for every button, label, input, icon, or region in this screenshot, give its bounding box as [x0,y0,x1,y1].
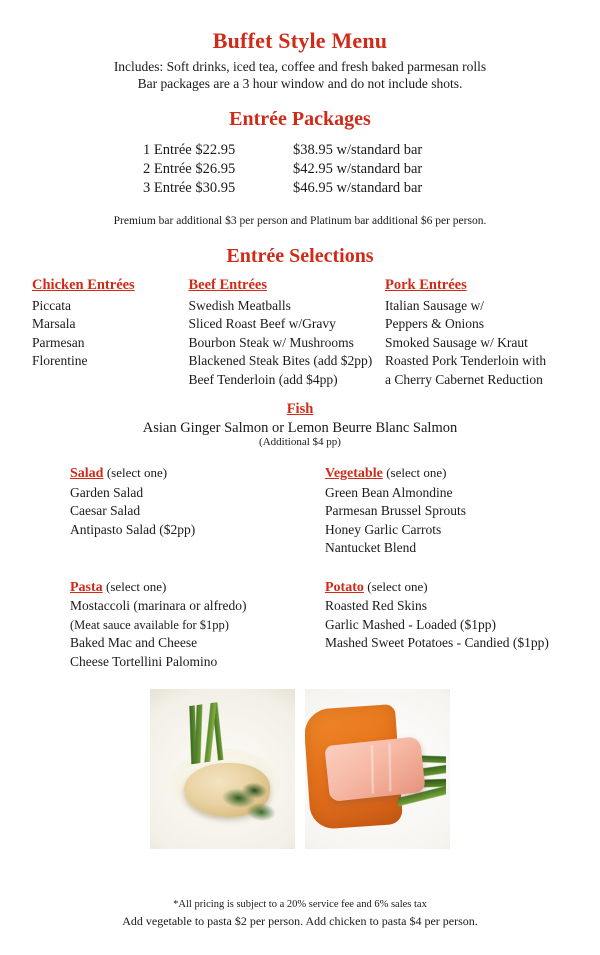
premium-bar-note: Premium bar additional $3 per person and Platinum bar additional $6 per person. [113,215,487,227]
pasta-potato-row [0,578,600,672]
package-row [135,179,465,198]
menu-item: Sliced Roast Beef w/Gravy [188,316,336,331]
package-tier-label: 1 Entrée $22.95 [143,142,236,158]
menu-item: Beef Tenderloin (add $4pp) [188,371,338,387]
salad-block [70,464,325,558]
menu-item: Caesar Salad [70,503,141,518]
pricing-disclaimer: *All pricing is subject to a 20% service fee and 6% sales tax [173,899,427,910]
menu-item: Mashed Sweet Potatoes - Candied ($1pp) [325,635,549,650]
menu-item: Roasted Red Skins [325,598,428,613]
menu-item: Swedish Meatballs [188,297,291,313]
chicken-plate-image [150,689,295,849]
beef-entrees-column [189,276,379,389]
menu-item: Parmesan Brussel Sprouts [325,503,466,518]
menu-item: a Cherry Cabernet Reduction [385,371,543,387]
salmon-fillet-shape [324,736,425,802]
pasta-select-note: (select one) [106,578,167,594]
menu-item: Italian Sausage w/ [385,297,484,313]
fish-options: Asian Ginger Salmon or Lemon Beurre Blanc Salmon [142,420,458,436]
fish-heading: Fish [286,401,314,417]
fish-surcharge: (Additional $4 pp) [259,436,341,448]
vegetable-block [325,464,560,558]
food-photos [0,689,600,849]
pork-entrees-column [385,276,570,389]
menu-item: Mostaccoli (marinara or alfredo) [70,598,247,613]
menu-item: Garden Salad [70,484,144,500]
chicken-plate-photo [150,689,295,849]
potato-select-note: (select one) [367,578,428,594]
menu-item: Honey Garlic Carrots [325,521,442,537]
package-bar-price: $38.95 w/standard bar [293,142,423,158]
package-row [135,141,465,160]
menu-item: Garlic Mashed - Loaded ($1pp) [325,616,496,632]
entree-packages-table [135,141,465,198]
menu-item: Roasted Pork Tenderloin with [385,353,547,368]
salmon-plate-image [305,689,450,849]
entree-selection-columns [0,276,600,389]
package-bar-price: $46.95 w/standard bar [293,180,423,196]
spinach-shape [218,778,282,830]
package-row [135,160,465,179]
pasta-block [70,578,325,672]
salmon-plate-photo [305,689,450,849]
vegetable-heading: Vegetable [325,466,383,481]
menu-item: Marsala [32,316,76,331]
menu-item: Baked Mac and Cheese [70,635,198,650]
menu-item: Piccata [32,297,71,313]
potato-block [325,578,560,672]
menu-item: Peppers & Onions [385,316,484,331]
salad-heading-row [70,464,325,484]
menu-item: Smoked Sausage w/ Kraut [385,334,528,350]
vegetable-heading-row [325,464,560,484]
green-beans-shape [152,699,245,768]
pasta-heading: Pasta [70,579,103,595]
bar-packages-line: Bar packages are a 3 hour window and do not include shots. [137,76,463,91]
menu-item: Bourbon Steak w/ Mushrooms [188,334,354,350]
entree-selections-heading: Entrée Selections [226,245,374,267]
menu-item-note: (Meat sauce available for $1pp) [70,617,229,632]
package-tier-label: 3 Entrée $30.95 [143,180,236,196]
pork-entrees-heading: Pork Entrées [385,277,467,293]
footer [0,897,600,929]
menu-item: Cheese Tortellini Palomino [70,653,218,669]
menu-item: Blackened Steak Bites (add $2pp) [188,353,373,368]
includes-line: Includes: Soft drinks, iced tea, coffee and fresh baked parmesan rolls [113,59,487,74]
salad-vegetable-row [0,464,600,558]
potato-heading-row [325,578,560,598]
pasta-heading-row [70,578,325,598]
vegetable-select-note: (select one) [386,465,447,480]
menu-item: Green Bean Almondine [325,484,453,500]
beef-entrees-heading: Beef Entrées [188,277,268,293]
salad-select-note: (select one) [106,465,168,480]
package-tier-label: 2 Entrée $26.95 [143,161,236,177]
chicken-entrees-heading: Chicken Entrées [32,277,135,293]
addon-note: Add vegetable to pasta $2 per person. Add chicken to pasta $4 per person. [122,914,478,928]
menu-item: Parmesan [32,334,85,350]
entree-packages-heading: Entrée Packages [229,108,371,130]
menu-page [0,28,600,955]
chicken-entrees-column [32,276,182,389]
salad-heading: Salad [70,466,104,481]
package-bar-price: $42.95 w/standard bar [293,161,423,177]
potato-heading: Potato [325,579,364,595]
menu-item: Nantucket Blend [325,540,417,555]
menu-item: Florentine [32,353,88,368]
menu-item: Antipasto Salad ($2pp) [70,521,196,537]
page-title: Buffet Style Menu [212,28,388,53]
